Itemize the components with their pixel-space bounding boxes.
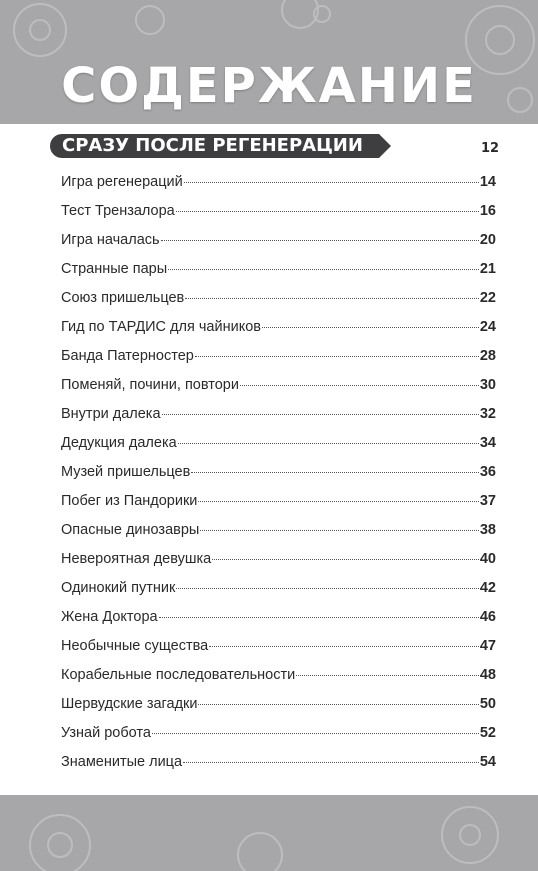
- toc-entry: [61, 638, 496, 667]
- dot-leader: [176, 211, 479, 212]
- toc-entry-label: Опасные динозавры: [61, 522, 200, 538]
- toc-entry-label: Внутри далека: [61, 406, 161, 422]
- toc-entry: [61, 493, 496, 522]
- toc-entry-label: Узнай робота: [61, 725, 151, 741]
- toc-entry-label: Странные пары: [61, 261, 168, 277]
- toc-entry-page: 20: [479, 232, 496, 248]
- dot-leader: [184, 182, 479, 183]
- header-band: [0, 0, 538, 124]
- dot-leader: [159, 617, 479, 618]
- dot-leader: [176, 588, 479, 589]
- toc-entry-label: Невероятная девушка: [61, 551, 212, 567]
- toc-entry: [61, 609, 496, 638]
- toc-entry-page: 22: [479, 290, 496, 306]
- section-title: СРАЗУ ПОСЛЕ РЕГЕНЕРАЦИИ: [50, 134, 379, 158]
- toc-entry-page: 42: [479, 580, 496, 596]
- toc-entry-label: Поменяй, почини, повтори: [61, 377, 239, 393]
- toc-entry-label: Дедукция далека: [61, 435, 177, 451]
- dot-leader: [161, 240, 479, 241]
- dot-leader: [296, 675, 479, 676]
- dot-leader: [185, 298, 479, 299]
- toc-entry: [61, 522, 496, 551]
- toc-entry-label: Необычные существа: [61, 638, 209, 654]
- toc-entry: [61, 319, 496, 348]
- toc-entry-page: 37: [479, 493, 496, 509]
- toc-entry-page: 14: [479, 174, 496, 190]
- toc-entry-label: Игра регенераций: [61, 174, 183, 190]
- section-heading: [50, 134, 379, 158]
- page-title: СОДЕРЖАНИЕ: [61, 58, 477, 114]
- toc-entry-page: 32: [479, 406, 496, 422]
- dot-leader: [162, 414, 479, 415]
- dot-leader: [183, 762, 479, 763]
- toc-entry-page: 47: [479, 638, 496, 654]
- toc-entry-label: Музей пришельцев: [61, 464, 191, 480]
- toc-entry-label: Игра началась: [61, 232, 160, 248]
- toc-entry: [61, 725, 496, 754]
- toc-entry-page: 28: [479, 348, 496, 364]
- dot-leader: [195, 356, 479, 357]
- dot-leader: [200, 530, 479, 531]
- toc-entry-label: Жена Доктора: [61, 609, 158, 625]
- toc-entry-label: Знаменитые лица: [61, 754, 183, 770]
- toc-entry-page: 54: [479, 754, 496, 770]
- dot-leader: [198, 501, 478, 502]
- dot-leader: [152, 733, 479, 734]
- toc-entry: [61, 667, 496, 696]
- dot-leader: [209, 646, 479, 647]
- dot-leader: [178, 443, 479, 444]
- dot-leader: [212, 559, 479, 560]
- toc-entry: [61, 174, 496, 203]
- toc-entry-page: 38: [479, 522, 496, 538]
- toc-entry: [61, 551, 496, 580]
- toc-entry-page: 16: [479, 203, 496, 219]
- toc-entry: [61, 580, 496, 609]
- toc-entry: [61, 754, 496, 783]
- toc-entry-page: 34: [479, 435, 496, 451]
- toc-entry: [61, 290, 496, 319]
- toc-entry-label: Гид по ТАРДИС для чайников: [61, 319, 261, 335]
- toc-entry-page: 52: [479, 725, 496, 741]
- toc-list: [61, 174, 496, 783]
- toc-entry-label: Тест Трензалора: [61, 203, 175, 219]
- toc-entry-label: Побег из Пандорики: [61, 493, 198, 509]
- toc-entry-page: 50: [479, 696, 496, 712]
- dot-leader: [191, 472, 479, 473]
- toc-entry: [61, 377, 496, 406]
- toc-entry: [61, 406, 496, 435]
- toc-content: [0, 124, 538, 795]
- toc-entry-page: 46: [479, 609, 496, 625]
- toc-entry-label: Шервудские загадки: [61, 696, 198, 712]
- dot-leader: [198, 704, 478, 705]
- toc-entry: [61, 464, 496, 493]
- dot-leader: [240, 385, 479, 386]
- toc-entry: [61, 348, 496, 377]
- toc-entry-page: 21: [479, 261, 496, 277]
- toc-entry: [61, 232, 496, 261]
- toc-entry-label: Союз пришельцев: [61, 290, 185, 306]
- footer-band: [0, 795, 538, 871]
- toc-entry-page: 40: [479, 551, 496, 567]
- toc-entry-page: 48: [479, 667, 496, 683]
- toc-entry-label: Одинокий путник: [61, 580, 176, 596]
- toc-entry: [61, 696, 496, 725]
- toc-entry-page: 36: [479, 464, 496, 480]
- toc-entry-page: 30: [479, 377, 496, 393]
- dot-leader: [168, 269, 479, 270]
- section-page-number: 12: [481, 141, 500, 156]
- toc-entry: [61, 435, 496, 464]
- toc-entry-label: Корабельные последовательности: [61, 667, 296, 683]
- dot-leader: [262, 327, 479, 328]
- toc-entry-page: 24: [479, 319, 496, 335]
- toc-entry: [61, 261, 496, 290]
- toc-entry-label: Банда Патерностер: [61, 348, 194, 364]
- gear-pattern-icon: [0, 795, 538, 871]
- toc-entry: [61, 203, 496, 232]
